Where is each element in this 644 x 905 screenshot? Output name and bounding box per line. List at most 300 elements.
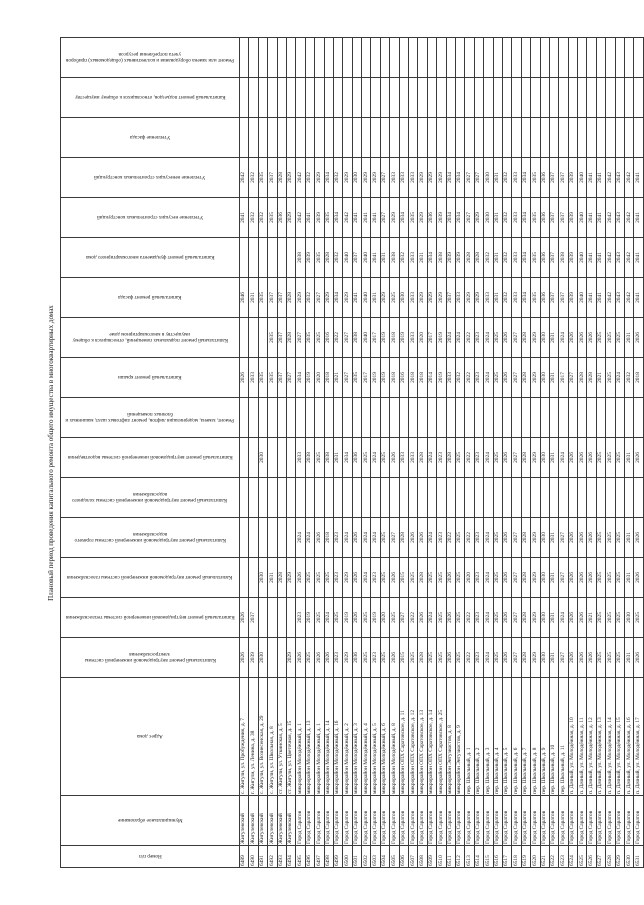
table-cell: 2026 [578,598,587,638]
table-cell [484,78,493,118]
table-cell: 2026 [587,318,596,358]
table-cell: Город Саратов [615,796,624,846]
table-cell: 2024 [427,598,436,638]
table-cell: 2033 [512,278,521,318]
table-cell: 2028 [286,278,295,318]
table-cell: 6505 [390,846,399,868]
table-cell: 6497 [315,846,324,868]
table-cell: 2025 [437,558,446,598]
table-cell [521,38,530,78]
table-cell: 2023 [296,598,305,638]
table-cell [277,38,286,78]
table-cell [352,78,361,118]
table-cell: 2026 [634,438,643,478]
table-cell [634,78,643,118]
column-header-label: Утепление ненесущих строительных конструкций [94,174,206,181]
table-cell: 2042 [606,198,615,238]
table-cell: 6531 [634,846,643,868]
table-cell: 6523 [559,846,568,868]
table-cell [559,78,568,118]
table-cell: 2026 [587,638,596,678]
table-cell: Город Саратов [521,796,530,846]
table-cell: 2029 [362,158,371,198]
table-row [268,38,277,868]
table-cell [549,398,558,438]
table-cell: 2029 [531,438,540,478]
table-row [596,38,605,868]
table-cell: 2024 [615,358,624,398]
table-cell [587,78,596,118]
table-cell: 2041 [634,198,643,238]
table-cell [333,118,342,158]
table-cell: Город Саратов [606,796,615,846]
table-cell: 2025 [596,598,605,638]
table-row [380,38,389,868]
table-cell [249,318,258,358]
table-cell [362,398,371,438]
table-cell: 2025 [615,438,624,478]
table-cell: 2040 [362,238,371,278]
table-cell: 2030 [352,158,361,198]
table-cell [258,118,267,158]
table-cell: 2033 [409,238,418,278]
table-cell: 2023 [333,558,342,598]
table-cell [258,598,267,638]
table-cell: 2043 [615,238,624,278]
column-header [61,598,240,638]
table-cell: 2026 [578,518,587,558]
table-cell [399,38,408,78]
table-cell [249,518,258,558]
table-cell: 6525 [578,846,587,868]
table-cell: 2018 [390,358,399,398]
table-cell [437,38,446,78]
table-cell: 2042 [296,158,305,198]
table-cell: 2027 [474,158,483,198]
table-cell: 2039 [455,238,464,278]
table-cell [305,38,314,78]
table-cell [352,478,361,518]
table-cell: 2033 [409,278,418,318]
table-cell: 2023 [474,318,483,358]
table-cell: 2029 [418,278,427,318]
table-cell [268,598,277,638]
table-cell [587,118,596,158]
table-cell [615,78,624,118]
table-cell: 2033 [484,278,493,318]
table-cell: п. Дачный, ул. Молодёжная, д. 16 [625,678,634,796]
table-cell [465,78,474,118]
table-cell: 2025 [493,358,502,398]
table-cell [268,518,277,558]
table-cell: 2024 [362,558,371,598]
table-cell: 2031 [333,438,342,478]
table-cell: микрорайон Молодёжный, д. 4 [362,678,371,796]
table-cell: пер. Школьный, д. 5 [502,678,511,796]
table-cell: Город Саратов [568,796,577,846]
table-cell: 2022 [465,358,474,398]
table-row [634,38,643,868]
table-cell: 2026 [502,598,511,638]
table-cell: 2030 [258,558,267,598]
table-row [625,38,634,868]
table-cell: 2043 [615,158,624,198]
table-cell [296,38,305,78]
table-cell: 2029 [531,638,540,678]
table-cell: 2034 [455,198,464,238]
table-cell: Город Саратов [409,796,418,846]
table-cell: 2017 [559,358,568,398]
table-cell: 2036 [540,278,549,318]
table-cell: 2026 [446,598,455,638]
table-cell [380,78,389,118]
table-cell: 2038 [559,238,568,278]
table-cell: 6513 [465,846,474,868]
table-cell: 2025 [596,558,605,598]
table-row [606,38,615,868]
table-cell [305,118,314,158]
table-cell [277,438,286,478]
table-cell: 2020 [315,358,324,398]
table-row [568,38,577,868]
table-cell: 2025 [606,438,615,478]
table-cell: пер. Школьный, д. 11 [559,678,568,796]
table-row [286,38,295,868]
table-cell: 2024 [484,598,493,638]
table-cell: 2026 [568,638,577,678]
table-cell: 2035 [268,318,277,358]
table-cell: 2032 [502,278,511,318]
table-cell [286,478,295,518]
table-cell: 2029 [343,278,352,318]
table-cell: 2042 [625,278,634,318]
table-cell: 2030 [258,438,267,478]
table-cell: 2027 [380,198,389,238]
column-header-label: Муниципальное образование [117,817,183,824]
table-cell: 2026 [568,438,577,478]
table-cell [559,118,568,158]
table-cell: 2039 [446,238,455,278]
table-cell [625,118,634,158]
table-cell: 2019 [380,358,389,398]
table-cell: 2021 [596,358,605,398]
table-cell: 2036 [540,158,549,198]
column-header-label: Капитальный ремонт внутридомовой инженерной системы электроснабжения [84,651,216,664]
table-cell [578,478,587,518]
table-cell: 2037 [446,278,455,318]
table-cell: микрорайон ОПХ Саратовское, д. 13 [418,678,427,796]
table-cell: 2029 [390,198,399,238]
table-cell: 2041 [634,158,643,198]
column-header-label: Ремонт или замена оборудования и коллективных (общедомовых) приборов учета потребления ресурсов [65,51,235,64]
table-cell: микрорайон ОПХ Саратовское, д. 12 [409,678,418,796]
table-cell [587,38,596,78]
table-cell: 2027 [512,438,521,478]
table-cell: 2035 [324,198,333,238]
table-cell: 2026 [390,558,399,598]
table-cell: 2041 [352,198,361,238]
table-cell: пер. Школьный, д. 9 [540,678,549,796]
table-cell: 2032 [502,198,511,238]
table-cell: 2025 [305,638,314,678]
table-cell: 2042 [606,278,615,318]
table-cell [465,478,474,518]
table-cell: 2026 [587,558,596,598]
table-cell: 2022 [465,438,474,478]
table-cell: 6514 [474,846,483,868]
table-cell [286,238,295,278]
table-cell [399,398,408,438]
table-cell: 2035 [315,238,324,278]
table-cell [296,78,305,118]
table-cell: 2035 [531,198,540,238]
table-cell: 2026 [418,518,427,558]
table-cell: 2041 [240,198,249,238]
table-cell: 2026 [568,598,577,638]
table-cell: Город Саратов [352,796,361,846]
table-cell: 2029 [286,558,295,598]
table-cell: 2038 [390,238,399,278]
table-cell: 2025 [437,598,446,638]
table-cell [333,478,342,518]
table-cell: 2033 [512,198,521,238]
table-cell: 2016 [399,358,408,398]
table-cell: 2025 [493,318,502,358]
table-cell: 2026 [352,598,361,638]
table-cell: 2031 [549,558,558,598]
table-cell: 2025 [606,518,615,558]
table-cell [559,478,568,518]
table-cell: 2029 [343,638,352,678]
table-cell: 2024 [305,518,314,558]
table-cell: 2017 [362,358,371,398]
column-header [61,638,240,678]
table-cell: 2026 [634,518,643,558]
table-cell [286,118,295,158]
table-cell: Город Саратов [474,796,483,846]
table-cell: 2039 [315,198,324,238]
table-cell: 2029 [427,278,436,318]
table-cell: 2031 [549,318,558,358]
table-cell: 2040 [578,198,587,238]
table-cell [634,118,643,158]
table-cell: 2033 [390,158,399,198]
table-cell: 2024 [455,318,464,358]
table-cell [305,398,314,438]
table-cell [249,118,258,158]
table-cell: 2025 [596,518,605,558]
table-cell: Город Саратов [296,796,305,846]
table-cell: 6511 [446,846,455,868]
table-cell [286,38,295,78]
table-cell: 2029 [531,558,540,598]
table-cell: пер. Школьный, д. 6 [512,678,521,796]
table-cell: 2028 [465,238,474,278]
table-cell [333,38,342,78]
table-cell [333,78,342,118]
table-row [399,38,408,868]
table-cell [549,478,558,518]
table-cell: 2023 [371,638,380,678]
table-cell [521,78,530,118]
table-cell [324,478,333,518]
table-cell: микрорайон ОПХ Саратовское, д. 25 [437,678,446,796]
table-cell: 2026 [446,558,455,598]
table-cell [240,518,249,558]
table-cell: 2043 [615,198,624,238]
table-row [502,38,511,868]
table-cell [531,118,540,158]
table-cell: п. Дачный, ул. Молодёжная, д. 13 [596,678,605,796]
table-cell: микрорайон Молодёжный, д. 1 [315,678,324,796]
table-cell: 2029 [465,278,474,318]
table-cell [352,38,361,78]
column-header [61,358,240,398]
table-cell: Город Саратов [484,796,493,846]
table-cell: 2041 [634,238,643,278]
table-cell: 2037 [549,238,558,278]
column-header-label: Капитальный ремонт подъездов, относящихся к общему имуществу [74,94,226,101]
table-cell [277,478,286,518]
table-cell: 2041 [596,238,605,278]
column-header-label: Капитальный ремонт внутридомовой инженерной системы холодного водоснабжения [72,491,228,504]
table-cell: 2024 [484,518,493,558]
table-cell [380,118,389,158]
table-cell [568,478,577,518]
table-cell [465,118,474,158]
table-cell [484,118,493,158]
table-row [549,38,558,868]
table-cell: Город Саратов [362,796,371,846]
table-cell: 2026 [352,558,361,598]
table-cell: 2042 [625,158,634,198]
table-cell: 2028 [587,358,596,398]
table-cell [249,478,258,518]
table-cell: 2024 [427,518,436,558]
table-cell: 2019 [343,598,352,638]
table-cell [493,118,502,158]
table-cell: 6515 [484,846,493,868]
table-cell: 2030 [540,318,549,358]
table-cell [427,398,436,438]
table-cell [512,478,521,518]
table-cell: 2024 [559,438,568,478]
table-cell: 6498 [324,846,333,868]
table-row [427,38,436,868]
table-cell: Город Саратов [333,796,342,846]
table-cell: 2030 [399,278,408,318]
table-cell: Город Саратов [493,796,502,846]
table-body [240,38,644,868]
table-cell: 2027 [512,518,521,558]
column-header-label: Капитальный ремонт внутридомовой инженерной системы горячего водоснабжения [74,531,226,544]
table-cell: 2027 [512,598,521,638]
table-cell: 2039 [568,238,577,278]
table-cell [249,78,258,118]
table-cell: 2025 [315,318,324,358]
table-cell [277,598,286,638]
table-cell: 2029 [418,158,427,198]
table-cell: 2015 [399,558,408,598]
table-cell: 2026 [587,518,596,558]
table-cell: 2032 [455,358,464,398]
table-cell: п. Дачный, ул. Молодёжная, д. 11 [578,678,587,796]
table-cell: 2026 [634,638,643,678]
column-header-label: Капитальный ремонт крыши [118,374,182,381]
table-cell: 2029 [286,638,295,678]
table-cell: 2027 [296,318,305,358]
table-cell: 2026 [578,318,587,358]
table-cell [286,598,295,638]
table-cell: 2028 [277,558,286,598]
table-row [455,38,464,868]
table-cell [634,398,643,438]
table-cell: микрорайон ОПХ Саратовское, д. 11 [399,678,408,796]
table-cell: 2031 [371,278,380,318]
table-cell: 2032 [333,158,342,198]
table-cell [296,118,305,158]
table-cell: Город Саратов [578,796,587,846]
table-cell: микрорайон Молодёжный, д. 16 [333,678,342,796]
table-cell [390,478,399,518]
table-cell [258,318,267,358]
table-cell [315,78,324,118]
table-cell: 2027 [559,518,568,558]
table-cell: пер. Школьный, д. 8 [531,678,540,796]
table-cell: 2039 [568,158,577,198]
table-cell: пер. Школьный, д. 4 [493,678,502,796]
column-header [61,78,240,118]
table-cell: 2025 [390,278,399,318]
table-cell: микрорайон Энтузиастов, д. 9 [455,678,464,796]
table-cell: 2031 [625,558,634,598]
table-cell: 2035 [258,278,267,318]
table-cell: 2031 [625,318,634,358]
table-cell: 2019 [399,318,408,358]
table-cell: 2029 [474,278,483,318]
table-cell [258,518,267,558]
table-cell: 2035 [531,158,540,198]
table-cell: п. Дачный, ул. Молодёжная, д. 17 [634,678,643,796]
table-cell [455,478,464,518]
table-cell: 2028 [324,238,333,278]
table-row [240,38,249,868]
table-cell: 2028 [521,318,530,358]
column-header [61,678,240,796]
table-cell [268,38,277,78]
table-cell [343,38,352,78]
table-cell [305,478,314,518]
table-cell [474,398,483,438]
table-cell: 2040 [343,238,352,278]
table-cell: Город Саратов [380,796,389,846]
table-cell: 2026 [502,518,511,558]
table-cell: 2018 [409,358,418,398]
column-header [61,238,240,278]
table-cell: 2028 [418,638,427,678]
table-cell [418,78,427,118]
table-cell: 2017 [371,318,380,358]
table-cell: 2030 [540,518,549,558]
table-cell: 2025 [333,598,342,638]
table-cell [549,38,558,78]
table-row [352,38,361,868]
table-cell: 2023 [437,438,446,478]
table-cell: 2026 [568,558,577,598]
table-cell: 2023 [371,558,380,598]
table-cell [568,38,577,78]
table-cell: 2029 [315,158,324,198]
